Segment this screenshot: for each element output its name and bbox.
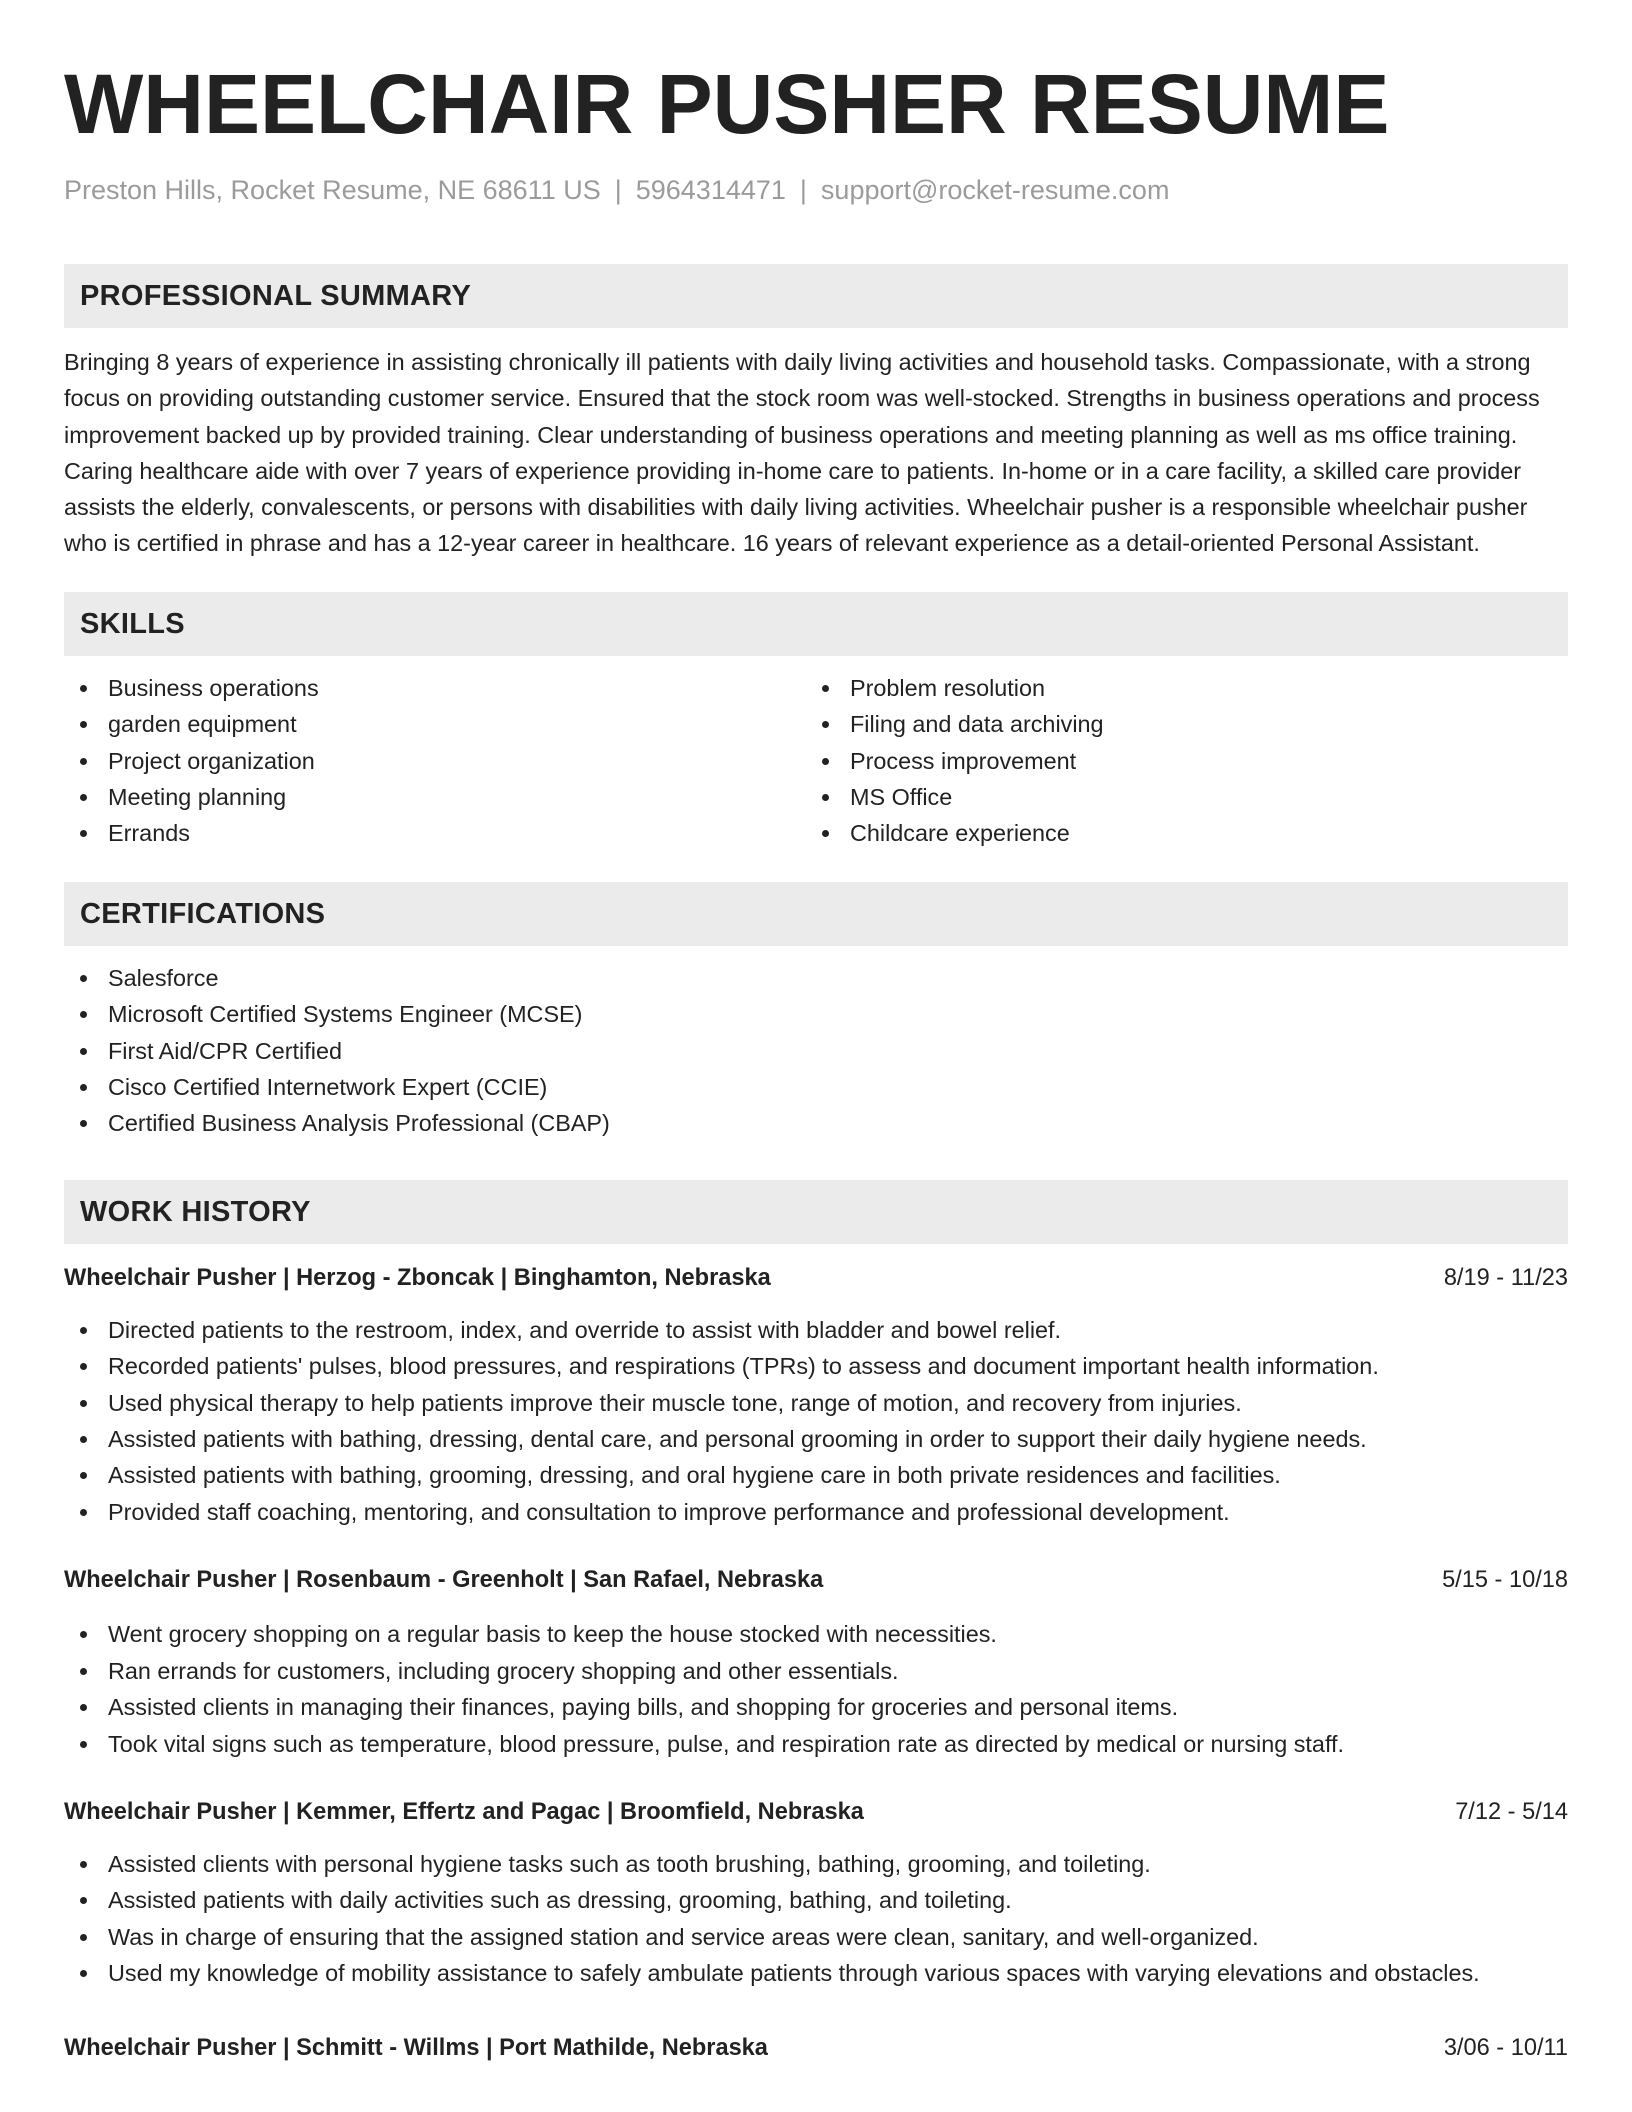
certification-item: First Aid/CPR Certified xyxy=(64,1033,1568,1069)
summary-section xyxy=(64,264,1568,562)
job-bullet: Used physical therapy to help patients improve their muscle tone, range of motion, and recovery from injuries. xyxy=(64,1385,1568,1421)
certification-item: Salesforce xyxy=(64,960,1568,996)
job-header xyxy=(64,2030,1568,2066)
skill-item: Meeting planning xyxy=(64,779,806,815)
job-dates: 7/12 - 5/14 xyxy=(1455,1798,1568,1825)
skill-item: Problem resolution xyxy=(806,670,1548,706)
job-bullet: Was in charge of ensuring that the assigned station and service areas were clean, sanitary, and well-organized. xyxy=(64,1919,1568,1955)
job-bullet: Used my knowledge of mobility assistance to safely ambulate patients through various spaces with varying elevations and obstacles. xyxy=(64,1955,1568,1991)
summary-text: Bringing 8 years of experience in assisting chronically ill patients with daily living activities and household tasks. Compassionate, with a strong focus on providing outstanding customer service. Ensured that the stock room was well-stocked. Strengths in business operations and process improvement backed up by provided training. Clear understanding of business operations and meeting planning as well as ms office training. Caring healthcare aide with over 7 years of experience providing in-home care to patients. In-home or in a care facility, a skilled care provider assists the elderly, convalescents, or persons with disabilities with daily living activities. Wheelchair pusher is a responsible wheelchair pusher who is certified in phrase and has a 12-year career in healthcare. 16 years of relevant experience as a detail-oriented Personal Assistant. xyxy=(64,349,1540,557)
job-title: Wheelchair Pusher | Herzog - Zboncak | Binghamton, Nebraska xyxy=(64,1264,771,1291)
skills-list-left xyxy=(64,670,806,852)
job-bullet: Directed patients to the restroom, index, and override to assist with bladder and bowel relief. xyxy=(64,1312,1568,1348)
job-dates: 8/19 - 11/23 xyxy=(1443,1264,1568,1291)
job-bullet: Took vital signs such as temperature, blood pressure, pulse, and respiration rate as directed by medical or nursing staff. xyxy=(64,1726,1568,1762)
job-title: Wheelchair Pusher | Schmitt - Willms | Port Mathilde, Nebraska xyxy=(64,2034,768,2061)
skill-item: Childcare experience xyxy=(806,815,1548,851)
job-bullets xyxy=(64,1846,1568,1992)
job-bullets xyxy=(64,1312,1568,1530)
skill-item: Errands xyxy=(64,815,806,851)
certifications-list xyxy=(64,960,1568,1142)
job-bullet: Provided staff coaching, mentoring, and consultation to improve performance and professional development. xyxy=(64,1494,1568,1530)
skills-list-right xyxy=(806,670,1548,852)
job-bullet: Assisted patients with bathing, dressing, dental care, and personal grooming in order to support their daily hygiene needs. xyxy=(64,1421,1568,1457)
job-entry xyxy=(64,1260,1568,1530)
job-title: Wheelchair Pusher | Rosenbaum - Greenholt | San Rafael, Nebraska xyxy=(64,1567,824,1594)
job-entry xyxy=(64,2030,1568,2066)
job-header xyxy=(64,1260,1568,1296)
resume-title: WHEELCHAIR PUSHER RESUME xyxy=(64,57,1390,151)
contact-separator: | xyxy=(614,175,622,205)
contact-separator: | xyxy=(799,175,807,205)
summary-heading: PROFESSIONAL SUMMARY xyxy=(64,264,1568,328)
job-bullet: Assisted clients in managing their finances, paying bills, and shopping for groceries and personal items. xyxy=(64,1689,1568,1725)
contact-address: Preston Hills, Rocket Resume, NE 68611 US xyxy=(64,175,601,205)
certification-item: Cisco Certified Internetwork Expert (CCIE) xyxy=(64,1069,1568,1105)
job-dates: 3/06 - 10/11 xyxy=(1443,2034,1568,2061)
skills-heading: SKILLS xyxy=(64,592,1568,656)
job-bullet: Ran errands for customers, including grocery shopping and other essentials. xyxy=(64,1653,1568,1689)
job-bullet: Assisted patients with daily activities such as dressing, grooming, bathing, and toileting. xyxy=(64,1882,1568,1918)
job-entry xyxy=(64,1794,1568,1992)
job-entry xyxy=(64,1562,1568,1762)
certifications-section xyxy=(64,882,1568,1142)
job-dates: 5/15 - 10/18 xyxy=(1442,1567,1568,1594)
certification-item: Microsoft Certified Systems Engineer (MCSE) xyxy=(64,996,1568,1032)
skills-section xyxy=(64,592,1568,852)
job-bullet: Assisted patients with bathing, grooming, dressing, and oral hygiene care in both private residences and facilities. xyxy=(64,1457,1568,1493)
contact-email: support@rocket-resume.com xyxy=(820,175,1170,205)
skill-item: MS Office xyxy=(806,779,1548,815)
resume-page xyxy=(64,0,1568,2066)
job-header xyxy=(64,1794,1568,1830)
skills-grid xyxy=(64,670,1568,852)
job-bullet: Went grocery shopping on a regular basis to keep the house stocked with necessities. xyxy=(64,1616,1568,1652)
skill-item: Filing and data archiving xyxy=(806,706,1548,742)
certification-item: Certified Business Analysis Professional (CBAP) xyxy=(64,1105,1568,1141)
skill-item: garden equipment xyxy=(64,706,806,742)
job-bullet: Recorded patients' pulses, blood pressures, and respirations (TPRs) to assess and document important health information. xyxy=(64,1348,1568,1384)
skill-item: Process improvement xyxy=(806,743,1548,779)
certifications-heading: CERTIFICATIONS xyxy=(64,882,1568,946)
contact-phone: 5964314471 xyxy=(635,175,786,205)
work-history-heading: WORK HISTORY xyxy=(64,1180,1568,1244)
skill-item: Project organization xyxy=(64,743,806,779)
job-header xyxy=(64,1562,1568,1598)
job-title: Wheelchair Pusher | Kemmer, Effertz and Pagac | Broomfield, Nebraska xyxy=(64,1798,864,1825)
work-history-section xyxy=(64,1180,1568,2066)
job-bullet: Assisted clients with personal hygiene tasks such as tooth brushing, bathing, grooming, and toileting. xyxy=(64,1846,1568,1882)
skill-item: Business operations xyxy=(64,670,806,706)
contact-line xyxy=(64,172,1568,208)
job-bullets xyxy=(64,1616,1568,1762)
